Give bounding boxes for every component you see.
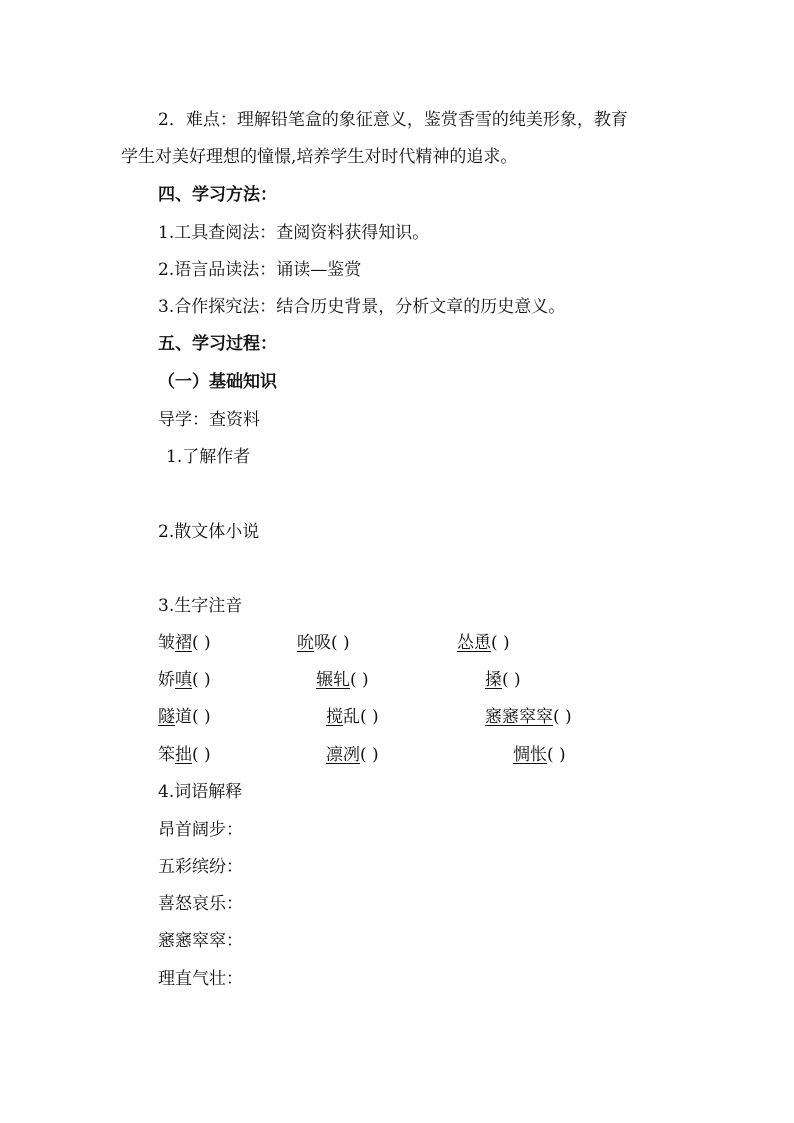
- phonetic-entry: [158, 743, 211, 767]
- phonetic-target: 吮: [297, 633, 314, 653]
- item-phonetics: 3.生字注音: [158, 596, 243, 616]
- vocab-term: 窸窸窣窣：: [158, 931, 243, 951]
- phonetic-entry: [485, 668, 521, 692]
- vocab-term: 理直气壮：: [158, 969, 243, 989]
- phonetic-target: 嗔: [175, 670, 192, 690]
- phonetic-target: 怂恿: [457, 633, 491, 653]
- vocab-term: 五彩缤纷：: [158, 857, 243, 877]
- phonetic-target: 褶: [175, 633, 192, 653]
- phonetic-target: 惆怅: [513, 745, 547, 765]
- phonetic-blank: 乱( ): [343, 707, 379, 727]
- vocab-term: 喜怒哀乐：: [158, 894, 243, 914]
- vocab-heading: 4.词语解释: [158, 782, 243, 802]
- phonetic-blank: ( ): [547, 745, 566, 765]
- phonetic-entry: [297, 631, 350, 655]
- phonetic-blank: ( ): [192, 633, 211, 653]
- phonetic-entry: [485, 705, 572, 729]
- phonetic-entry: [326, 705, 379, 729]
- vocab-term: 昂首阔步：: [158, 820, 243, 840]
- phonetic-blank: ( ): [360, 745, 379, 765]
- method-item-3: 3.合作探究法：结合历史背景，分析文章的历史意义。: [158, 297, 566, 317]
- phonetic-target: 隧: [158, 707, 175, 727]
- difficulty-line-1: 2．难点：理解铅笔盒的象征意义，鉴赏香雪的纯美形象，教育: [158, 110, 628, 130]
- guide-line: 导学：查资料: [158, 410, 260, 430]
- process-heading: 五、学习过程：: [158, 334, 277, 354]
- phonetic-blank: ( ): [350, 670, 369, 690]
- methods-heading: 四、学习方法：: [158, 185, 277, 205]
- phonetic-blank: ( ): [502, 670, 521, 690]
- phonetic-plain: 皱: [158, 633, 175, 653]
- phonetic-target: 拙: [175, 745, 192, 765]
- phonetic-blank: 吸( ): [314, 633, 350, 653]
- phonetic-target: 搡: [485, 670, 502, 690]
- phonetic-target: 窸窸窣窣: [485, 707, 553, 727]
- phonetic-target: 辗轧: [316, 670, 350, 690]
- phonetic-blank: ( ): [553, 707, 572, 727]
- phonetic-target: 凛冽: [326, 745, 360, 765]
- phonetic-blank: 道( ): [175, 707, 211, 727]
- phonetic-entry: [457, 631, 510, 655]
- method-item-1: 1.工具查阅法：查阅资料获得知识。: [158, 223, 430, 243]
- phonetic-entry: [316, 668, 369, 692]
- phonetic-entry: [326, 743, 379, 767]
- phonetic-entry: [513, 743, 566, 767]
- phonetic-plain: 娇: [158, 670, 175, 690]
- item-author: 1.了解作者: [166, 447, 251, 467]
- phonetic-target: 搅: [326, 707, 343, 727]
- phonetic-entry: [158, 631, 211, 655]
- difficulty-line-2: 学生对美好理想的憧憬,培养学生对时代精神的追求。: [121, 147, 518, 167]
- process-subheading: （一）基础知识: [158, 372, 277, 392]
- phonetic-entry: [158, 668, 211, 692]
- item-prose-novel: 2.散文体小说: [158, 522, 260, 542]
- phonetic-entry: [158, 705, 211, 729]
- phonetic-blank: ( ): [192, 745, 211, 765]
- method-item-2: 2.语言品读法：诵读—鉴赏: [158, 260, 362, 280]
- phonetic-plain: 笨: [158, 745, 175, 765]
- phonetic-blank: ( ): [491, 633, 510, 653]
- phonetic-blank: ( ): [192, 670, 211, 690]
